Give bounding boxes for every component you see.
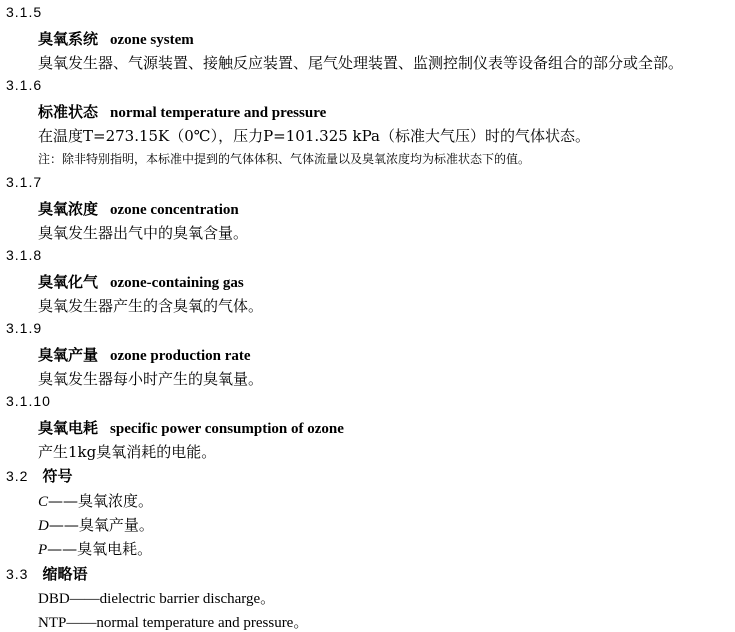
section-number: 3.3 (6, 566, 29, 582)
term-heading (38, 344, 251, 365)
term-heading (38, 198, 239, 219)
symbol-text: ——臭氧浓度。 (48, 492, 154, 510)
term-note: 注：除非特别指明，本标准中提到的气体体积、气体流量以及臭氧浓度均为标准状态下的值。 (38, 152, 531, 166)
symbol-item (38, 538, 152, 559)
term-zh: 臭氧系统 (38, 30, 99, 48)
symbol: C (38, 494, 49, 510)
symbol-text: ——臭氧电耗。 (47, 540, 153, 558)
term-en: normal temperature and pressure (110, 105, 327, 121)
term-en: ozone system (110, 32, 194, 48)
term-en: ozone-containing gas (110, 275, 244, 291)
clause-number: 3.1.7 (6, 174, 43, 190)
symbol-item (38, 490, 153, 511)
section-number: 3.2 (6, 468, 29, 484)
term-definition: 产生1kg臭氧消耗的电能。 (38, 443, 217, 461)
term-definition: 臭氧发生器出气中的臭氧含量。 (38, 224, 249, 242)
term-definition: 臭氧发生器、气源装置、接触反应装置、尾气处理装置、监测控制仪表等设备组合的部分或全部。 (38, 54, 684, 72)
abbreviation: DBD (38, 591, 70, 607)
abbreviation-item (38, 587, 275, 608)
clause-number: 3.1.10 (6, 393, 51, 409)
section-heading-abbreviations (6, 563, 87, 584)
term-en: specific power consumption of ozone (110, 421, 344, 437)
term-heading (38, 417, 344, 438)
abbreviation-text: ——dielectric barrier discharge。 (69, 591, 276, 607)
clause-number: 3.1.8 (6, 247, 43, 263)
clause-number: 3.1.6 (6, 77, 43, 93)
symbol-text: ——臭氧产量。 (48, 516, 154, 534)
term-en: ozone production rate (110, 348, 251, 364)
abbreviation-text: ——normal temperature and pressure。 (66, 615, 309, 631)
section-heading-symbols (6, 465, 72, 486)
clause-number: 3.1.9 (6, 320, 43, 336)
term-heading (38, 28, 194, 49)
term-en: ozone concentration (110, 202, 239, 218)
term-zh: 臭氧浓度 (38, 200, 99, 218)
clause-number: 3.1.5 (6, 4, 43, 20)
section-title: 缩略语 (42, 565, 88, 583)
term-definition: 在温度T=273.15K（0℃），压力P=101.325 kPa（标准大气压）时的气体状态。 (38, 127, 590, 145)
term-zh: 臭氧电耗 (38, 419, 99, 437)
term-zh: 臭氧产量 (38, 346, 99, 364)
section-title: 符号 (42, 467, 73, 485)
term-heading (38, 271, 244, 292)
term-zh: 臭氧化气 (38, 273, 99, 291)
symbol-item (38, 514, 154, 535)
abbreviation: NTP (38, 615, 67, 631)
term-definition: 臭氧发生器每小时产生的臭氧量。 (38, 370, 264, 388)
term-heading (38, 101, 326, 122)
abbreviation-item (38, 611, 308, 632)
term-zh: 标准状态 (38, 103, 99, 121)
term-definition: 臭氧发生器产生的含臭氧的气体。 (38, 297, 264, 315)
symbol: P (38, 542, 48, 558)
symbol: D (38, 518, 49, 534)
